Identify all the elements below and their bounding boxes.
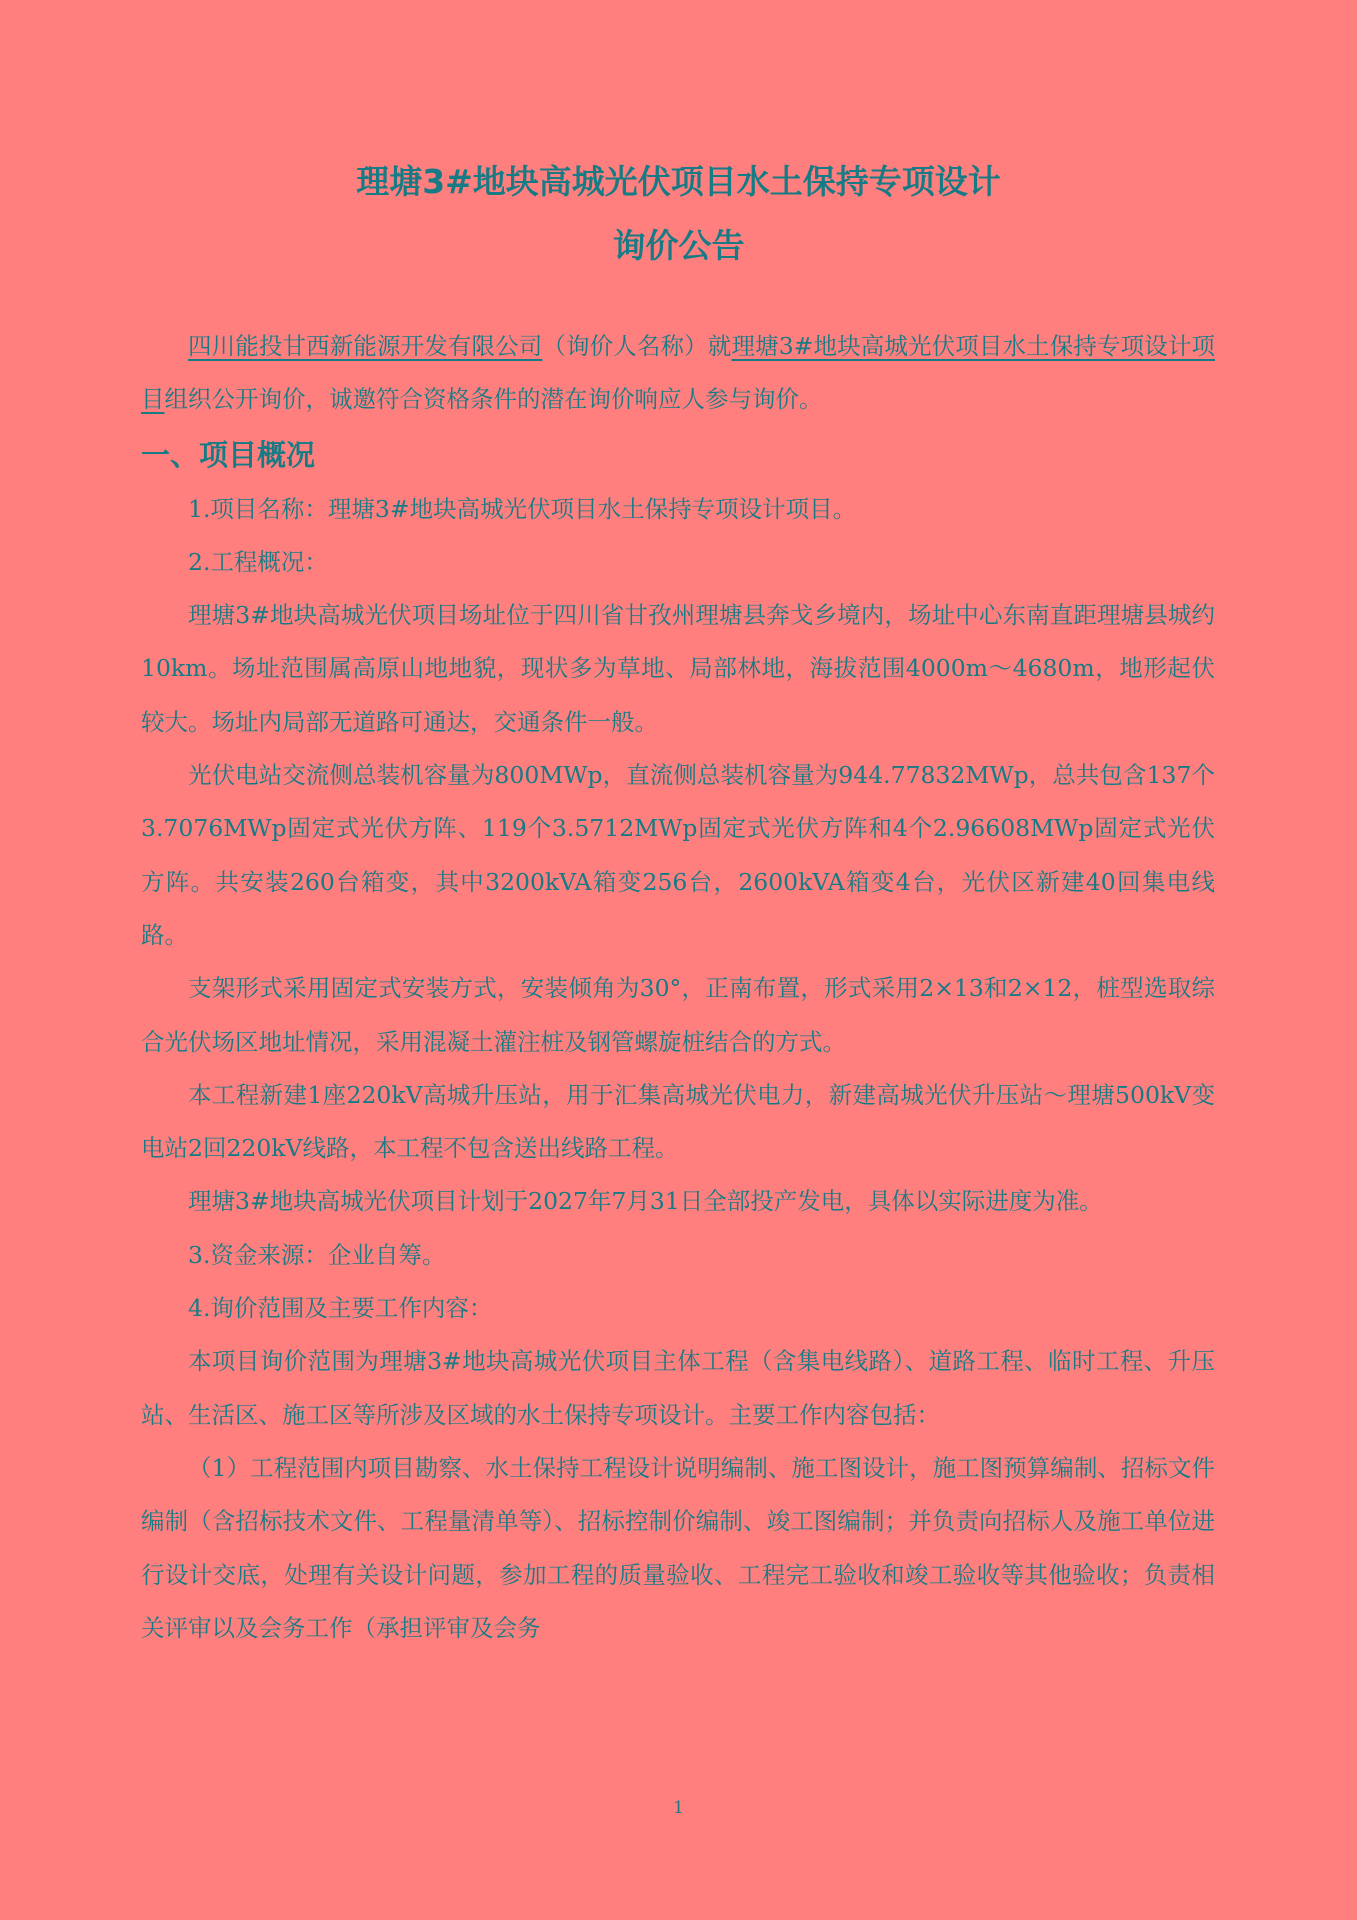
paragraph-site-location: 理塘3#地块高城光伏项目场址位于四川省甘孜州理塘县奔戈乡境内，场址中心东南直距理塘县城约10km。场址范围属高原山地地貌，现状多为草地、局部林地，海拔范围4000m～4680m，地形起伏较大。场址内局部无道路可通达，交通条件一般。 <box>141 601 1215 736</box>
page-number: 1 <box>673 1798 684 1818</box>
section-heading-project-overview: 一、项目概况 <box>141 437 316 472</box>
paragraph-overview-label: 2.工程概况： <box>188 547 328 576</box>
document-body <box>141 320 1215 1655</box>
paragraph-scope: 本项目询价范围为理塘3#地块高城光伏项目主体工程（含集电线路）、道路工程、临时工程、升压站、生活区、施工区等所涉及区域的水土保持专项设计。主要工作内容包括： <box>141 1347 1215 1429</box>
paragraph-scope-item-1: （1）工程范围内项目勘察、水土保持工程设计说明编制、施工图设计，施工图预算编制、招标文件编制（含招标技术文件、工程量清单等）、招标控制价编制、竣工图编制；并负责向招标人及施工单位进行设计交底，处理有关设计问题，参加工程的质量验收、工程完工验收和竣工验收等其他验收；负责相关评审以及会务工作（承担评审及会务 <box>141 1453 1215 1642</box>
inquirer-note: （询价人名称）就 <box>542 332 732 360</box>
document-title-line1: 理塘3#地块高城光伏项目水土保持专项设计 <box>356 162 1001 201</box>
intro-tail: 组织公开询价，诚邀符合资格条件的潜在询价响应人参与询价。 <box>164 385 823 414</box>
paragraph-capacity: 光伏电站交流侧总装机容量为800MWp，直流侧总装机容量为944.77832MWp，总共包含137个3.7076MWp固定式光伏方阵、119个3.5712MWp固定式光伏方阵和4个2.96608MWp固定式光伏方阵。共安装260台箱变，其中3200kVA箱变256台，2600kVA箱变4台，光伏区新建40回集电线路。 <box>141 761 1215 949</box>
paragraph-project-name: 1.项目名称：理塘3#地块高城光伏项目水土保持专项设计项目。 <box>188 494 857 523</box>
paragraph-scope-label: 4.询价范围及主要工作内容： <box>188 1294 493 1323</box>
paragraph-support-structure: 支架形式采用固定式安装方式，安装倾角为30°，正南布置，形式采用2×13和2×12，桩型选取综合光伏场区地址情况，采用混凝土灌注桩及钢管螺旋桩结合的方式。 <box>141 974 1215 1056</box>
project-name-underlined: 理塘3#地块高城光伏项目水土保持专项设计项目 <box>141 332 1216 414</box>
inquirer-name: 四川能投甘西新能源开发有限公司 <box>188 332 543 360</box>
document-title-line2: 询价公告 <box>612 226 745 265</box>
paragraph-schedule: 理塘3#地块高城光伏项目计划于2027年7月31日全部投产发电，具体以实际进度为准。 <box>188 1187 1103 1216</box>
intro-paragraph <box>141 320 1215 427</box>
paragraph-funding: 3.资金来源：企业自筹。 <box>188 1240 446 1269</box>
paragraph-substation: 本工程新建1座220kV高城升压站，用于汇集高城光伏电力，新建高城光伏升压站～理塘500kV变电站2回220kV线路，本工程不包含送出线路工程。 <box>141 1080 1215 1163</box>
